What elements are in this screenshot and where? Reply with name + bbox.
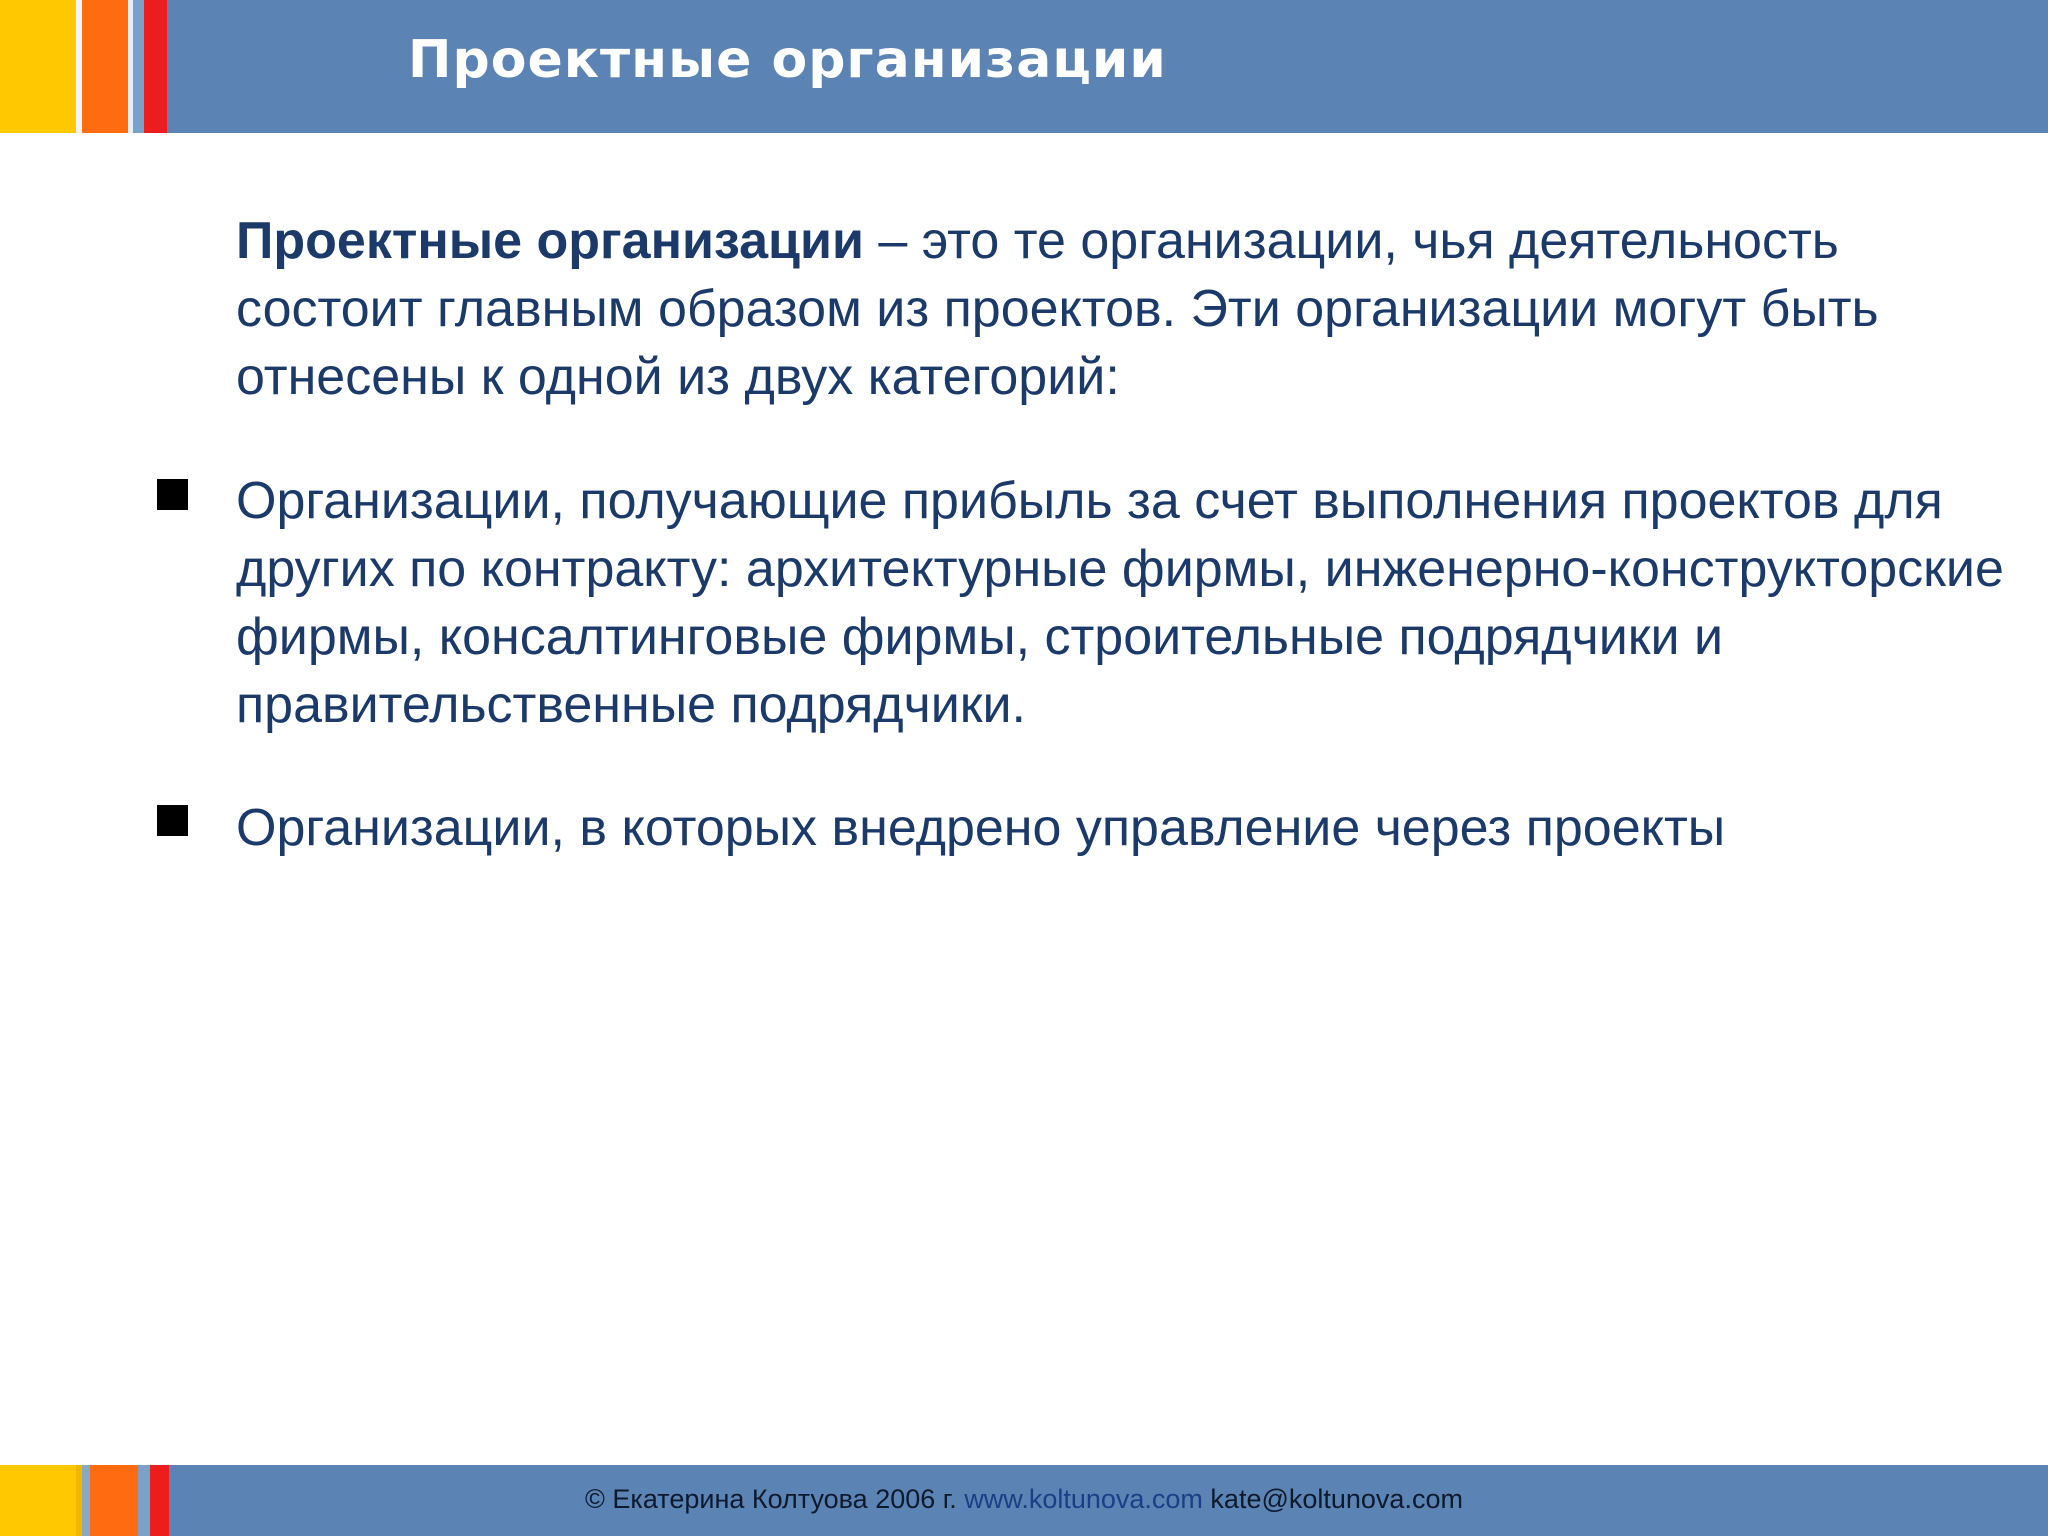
footer-email[interactable]: kate@koltunova.com bbox=[1202, 1484, 1463, 1514]
footer-bar bbox=[0, 1465, 2048, 1536]
bullet-item-1: Организации, получающие прибыль за счет выполнения проектов для других по контракту: архитектурные фирмы, инженерно-конструкторские фирмы, консалтинговые фирмы, строительные подрядчики и правительственные подрядчики. bbox=[236, 472, 2004, 734]
bullet-item-2: Организации, в которых внедрено управление через проекты bbox=[236, 799, 1726, 857]
intro-paragraph bbox=[236, 207, 2016, 411]
orange-stripe bbox=[82, 0, 128, 133]
bullet-marker bbox=[157, 805, 188, 836]
slide-title: Проектные организации bbox=[408, 30, 1167, 90]
intro-definition: – это те организации, чья деятельность состоит главным образом из проектов. Эти организации могут быть отнесены к одной из двух категорий: bbox=[236, 212, 1879, 406]
header-bar bbox=[0, 0, 2048, 133]
intro-term: Проектные организации bbox=[236, 212, 864, 270]
bullet-marker bbox=[157, 479, 188, 510]
red-stripe bbox=[144, 0, 167, 133]
footer-website-link[interactable]: www.koltunova.com bbox=[964, 1484, 1203, 1514]
light-blue-stripe bbox=[133, 0, 144, 133]
footer-copyright: © Екатерина Колтуова 2006 г. bbox=[585, 1484, 965, 1514]
footer-text bbox=[0, 1484, 2048, 1515]
yellow-stripe bbox=[0, 0, 76, 133]
